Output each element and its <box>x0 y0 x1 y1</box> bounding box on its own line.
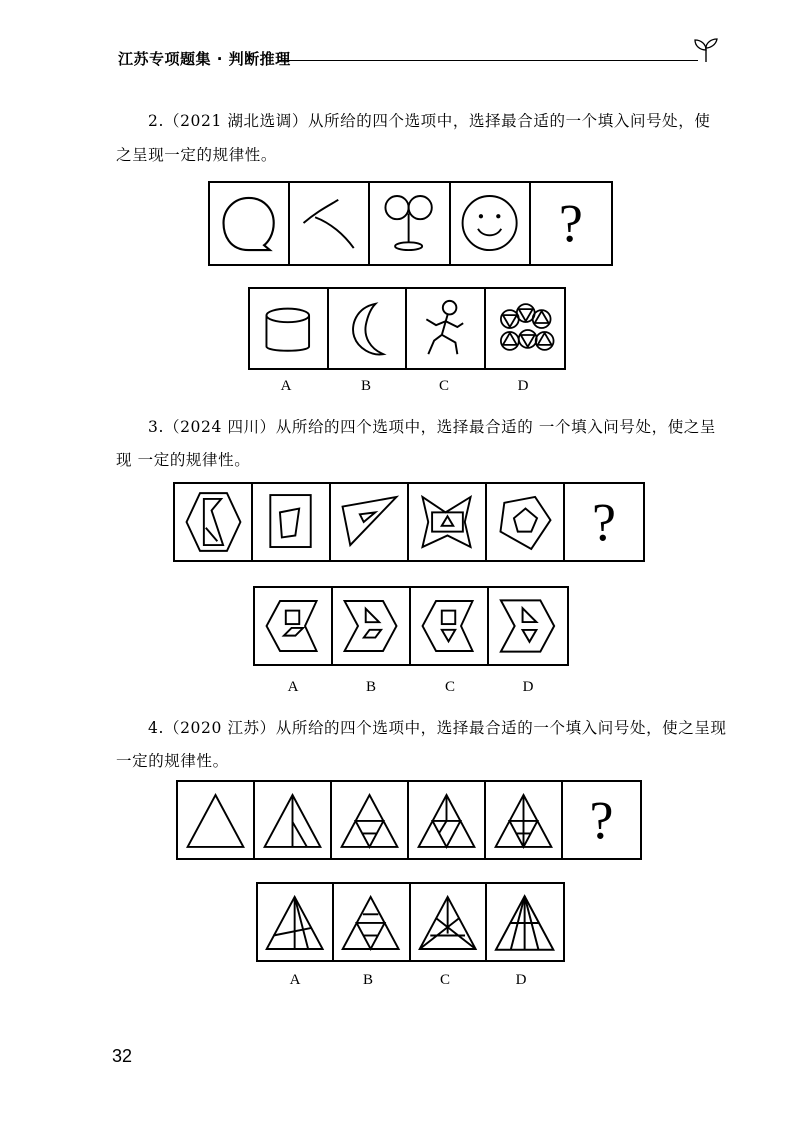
q2-option-a-label: A <box>280 378 292 394</box>
q3-option-c-label: C <box>444 679 455 695</box>
q2-question-cell <box>531 183 611 264</box>
q4-figure-2 <box>255 782 332 858</box>
q3-figure-2 <box>253 484 331 560</box>
q3-option-d-figure[interactable] <box>489 588 567 664</box>
question-4-text <box>148 711 728 745</box>
question-2-text-cont <box>116 138 716 172</box>
q4-figure-3 <box>332 782 409 858</box>
q2-option-d-label: D <box>517 378 529 394</box>
question-2-line1: 2.（2021 湖北选调）从所给的四个选项中，选择最合适的一个填入问号处，使 <box>148 112 711 130</box>
q4-option-c-figure[interactable] <box>411 884 487 960</box>
q2-options-strip <box>248 287 566 370</box>
header-rule <box>278 60 698 61</box>
q4-option-b-label: B <box>362 972 373 988</box>
q4-option-b-figure[interactable] <box>334 884 410 960</box>
q2-figure-4 <box>451 183 531 264</box>
q4-question-cell <box>563 782 640 858</box>
q3-option-d-label: D <box>522 679 534 695</box>
q2-option-d-figure[interactable] <box>486 289 564 368</box>
q2-figure-1 <box>210 183 290 264</box>
q3-figure-3 <box>331 484 409 560</box>
q2-option-c-figure[interactable] <box>407 289 486 368</box>
question-3-text <box>148 410 728 444</box>
q3-figure-4 <box>409 484 487 560</box>
question-3-text-cont <box>116 443 716 477</box>
q2-figure-2 <box>290 183 370 264</box>
q4-option-d-label: D <box>515 972 527 988</box>
q2-figure-3 <box>370 183 450 264</box>
sprout-icon <box>692 34 720 64</box>
question-3-line1: 3.（2024 四川）从所给的四个选项中，选择最合适的 一个填入问号处，使之呈 <box>148 418 716 436</box>
question-mark: ? <box>592 492 616 552</box>
q3-option-b-label: B <box>365 679 376 695</box>
q3-option-c-figure[interactable] <box>411 588 489 664</box>
q3-option-b-figure[interactable] <box>333 588 411 664</box>
q4-option-d-figure[interactable] <box>487 884 563 960</box>
q2-option-b-label: B <box>360 378 371 394</box>
question-3-line2: 现 一定的规律性。 <box>116 451 251 469</box>
q3-options-strip <box>253 586 569 666</box>
q3-question-strip <box>173 482 645 562</box>
q4-figure-1 <box>178 782 255 858</box>
question-2-line2: 之呈现一定的规律性。 <box>116 146 278 164</box>
running-header-title: 江苏专项题集 · 判断推理 <box>118 50 291 68</box>
question-4-line2: 一定的规律性。 <box>116 752 229 770</box>
q2-option-a-figure[interactable] <box>250 289 329 368</box>
q4-option-a-figure[interactable] <box>258 884 334 960</box>
q3-question-cell <box>565 484 643 560</box>
q2-option-b-figure[interactable] <box>329 289 408 368</box>
question-mark: ? <box>589 790 614 850</box>
q4-figure-4 <box>409 782 486 858</box>
q3-figure-5 <box>487 484 565 560</box>
question-4-text-cont <box>116 744 716 778</box>
q4-figure-5 <box>486 782 563 858</box>
question-mark: ? <box>558 193 583 253</box>
q3-figure-1 <box>175 484 253 560</box>
q3-option-a-label: A <box>287 679 299 695</box>
q2-option-c-label: C <box>438 378 449 394</box>
question-2-text <box>148 104 728 138</box>
q2-question-strip <box>208 181 613 266</box>
question-4-line1: 4.（2020 江苏）从所给的四个选项中，选择最合适的一个填入问号处，使之呈现 <box>148 719 727 737</box>
q4-option-c-label: C <box>439 972 450 988</box>
q4-options-strip <box>256 882 565 962</box>
page-number: 32 <box>112 1046 133 1066</box>
q4-question-strip <box>176 780 642 860</box>
q3-option-a-figure[interactable] <box>255 588 333 664</box>
q4-option-a-label: A <box>289 972 301 988</box>
